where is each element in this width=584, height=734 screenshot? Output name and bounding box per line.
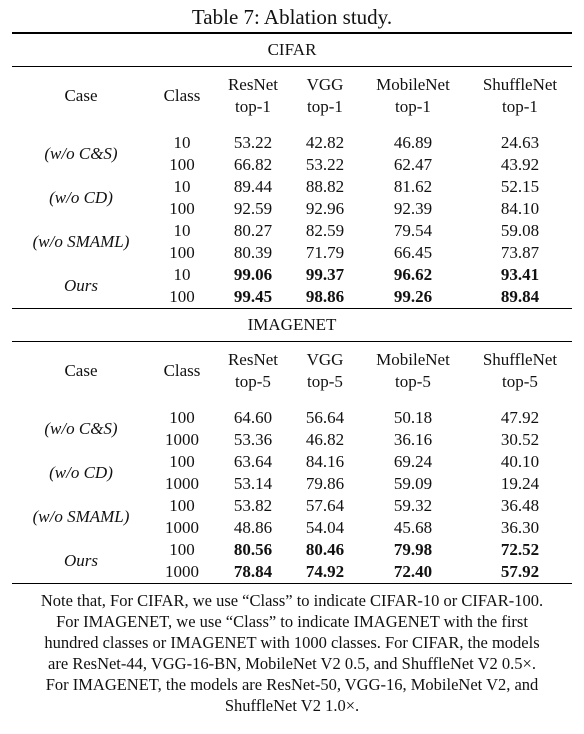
table-row [12, 220, 572, 242]
case-label: Ours [63, 275, 98, 295]
table-row [12, 495, 572, 517]
class-cell: 100 [169, 198, 195, 218]
case-label: (w/o C&S) [44, 418, 118, 438]
class-cell: 100 [169, 495, 195, 515]
mobilenet-cell: 45.68 [393, 517, 433, 537]
mobilenet-cell: 66.45 [393, 242, 433, 262]
resnet-cell: 99.06 [233, 264, 273, 284]
mobilenet-cell: 99.26 [393, 286, 433, 306]
case-label: (w/o C&S) [44, 143, 118, 163]
class-cell: 100 [169, 286, 195, 306]
table-row [12, 451, 572, 473]
case-label: (w/o CD) [49, 462, 113, 482]
resnet-cell: 53.14 [233, 473, 273, 493]
note-line: are ResNet-44, VGG-16-BN, MobileNet V2 0.5, and ShuffleNet V2 0.5×. [48, 654, 536, 674]
imagenet-table [12, 342, 572, 583]
mobilenet-cell: 36.16 [393, 429, 433, 449]
shufflenet-cell: 36.48 [500, 495, 540, 515]
note-line: For IMAGENET, we use “Class” to indicate IMAGENET with the first [56, 612, 528, 632]
mobilenet-cell: 79.54 [393, 220, 433, 240]
class-cell: 10 [173, 220, 191, 240]
mobilenet-cell: 96.62 [393, 264, 433, 284]
case-label: (w/o SMAML) [32, 506, 130, 526]
mobilenet-cell: 46.89 [393, 132, 433, 152]
vgg-cell: 54.04 [305, 517, 345, 537]
mobilenet-cell: 59.09 [393, 473, 433, 493]
shufflenet-cell: 84.10 [500, 198, 540, 218]
class-cell: 1000 [165, 429, 199, 449]
col-header-mobilenet: MobileNet top-1 [376, 74, 450, 116]
spacer-row [12, 399, 572, 407]
vgg-cell: 56.64 [305, 407, 345, 427]
resnet-cell: 53.82 [233, 495, 273, 515]
shufflenet-cell: 59.08 [500, 220, 540, 240]
resnet-cell: 89.44 [233, 176, 273, 196]
class-cell: 100 [169, 242, 195, 262]
cifar-header-row [12, 67, 572, 124]
table-caption: Table 7: Ablation study. [191, 5, 393, 29]
resnet-cell: 78.84 [233, 561, 273, 581]
note-line: ShuffleNet V2 1.0×. [224, 696, 360, 716]
table-row [12, 264, 572, 286]
col-header-shufflenet: ShuffleNet top-5 [482, 349, 558, 391]
vgg-cell: 79.86 [305, 473, 345, 493]
shufflenet-cell: 73.87 [500, 242, 540, 262]
shufflenet-cell: 57.92 [500, 561, 540, 581]
note-line: For IMAGENET, the models are ResNet-50, VGG-16, MobileNet V2, and [45, 675, 539, 695]
note-line: Note that, For CIFAR, we use “Class” to indicate CIFAR-10 or CIFAR-100. [40, 591, 544, 611]
case-label: (w/o SMAML) [32, 231, 130, 251]
mobilenet-cell: 62.47 [393, 154, 433, 174]
resnet-cell: 92.59 [233, 198, 273, 218]
vgg-cell: 82.59 [305, 220, 345, 240]
class-cell: 10 [173, 264, 191, 284]
class-cell: 100 [169, 154, 195, 174]
spacer-row [12, 124, 572, 132]
resnet-cell: 66.82 [233, 154, 273, 174]
col-header-resnet: ResNet top-1 [227, 74, 279, 116]
class-cell: 100 [169, 539, 195, 559]
class-cell: 100 [169, 451, 195, 471]
shufflenet-cell: 93.41 [500, 264, 540, 284]
mobilenet-cell: 79.98 [393, 539, 433, 559]
case-label: (w/o CD) [49, 187, 113, 207]
table-row [12, 407, 572, 429]
resnet-cell: 80.56 [233, 539, 273, 559]
col-header-class: Class [163, 360, 201, 380]
shufflenet-cell: 72.52 [500, 539, 540, 559]
class-cell: 1000 [165, 473, 199, 493]
shufflenet-cell: 40.10 [500, 451, 540, 471]
cifar-table [12, 67, 572, 308]
vgg-cell: 46.82 [305, 429, 345, 449]
vgg-cell: 71.79 [305, 242, 345, 262]
mobilenet-cell: 50.18 [393, 407, 433, 427]
case-label: Ours [63, 550, 98, 570]
shufflenet-cell: 89.84 [500, 286, 540, 306]
col-header-case: Case [64, 360, 98, 380]
vgg-cell: 74.92 [305, 561, 345, 581]
section-title-cifar: CIFAR [267, 39, 317, 59]
class-cell: 10 [173, 132, 191, 152]
imagenet-body [12, 399, 572, 583]
table-row [12, 176, 572, 198]
note-line: hundred classes or IMAGENET with 1000 classes. For CIFAR, the models [44, 633, 540, 653]
vgg-cell: 53.22 [305, 154, 345, 174]
resnet-cell: 63.64 [233, 451, 273, 471]
vgg-cell: 80.46 [305, 539, 345, 559]
class-cell: 100 [169, 407, 195, 427]
mobilenet-cell: 72.40 [393, 561, 433, 581]
resnet-cell: 99.45 [233, 286, 273, 306]
resnet-cell: 53.22 [233, 132, 273, 152]
vgg-cell: 88.82 [305, 176, 345, 196]
resnet-cell: 80.27 [233, 220, 273, 240]
class-cell: 1000 [165, 517, 199, 537]
shufflenet-cell: 30.52 [500, 429, 540, 449]
col-header-class: Class [163, 85, 201, 105]
vgg-cell: 57.64 [305, 495, 345, 515]
shufflenet-cell: 19.24 [500, 473, 540, 493]
mobilenet-cell: 69.24 [393, 451, 433, 471]
bottom-rule [12, 583, 572, 585]
resnet-cell: 64.60 [233, 407, 273, 427]
mobilenet-cell: 92.39 [393, 198, 433, 218]
class-cell: 10 [173, 176, 191, 196]
section-title-imagenet: IMAGENET [247, 314, 337, 334]
col-header-vgg: VGG top-5 [306, 349, 344, 391]
resnet-cell: 80.39 [233, 242, 273, 262]
shufflenet-cell: 52.15 [500, 176, 540, 196]
col-header-case: Case [64, 85, 98, 105]
col-header-vgg: VGG top-1 [306, 74, 344, 116]
mobilenet-cell: 59.32 [393, 495, 433, 515]
mobilenet-cell: 81.62 [393, 176, 433, 196]
class-cell: 1000 [165, 561, 199, 581]
vgg-cell: 98.86 [305, 286, 345, 306]
table-note [8, 590, 576, 716]
col-header-shufflenet: ShuffleNet top-1 [482, 74, 558, 116]
vgg-cell: 92.96 [305, 198, 345, 218]
table-row [12, 539, 572, 561]
table-row [12, 132, 572, 154]
shufflenet-cell: 43.92 [500, 154, 540, 174]
col-header-mobilenet: MobileNet top-5 [376, 349, 450, 391]
col-header-resnet: ResNet top-5 [227, 349, 279, 391]
shufflenet-cell: 24.63 [500, 132, 540, 152]
vgg-cell: 99.37 [305, 264, 345, 284]
vgg-cell: 42.82 [305, 132, 345, 152]
vgg-cell: 84.16 [305, 451, 345, 471]
cifar-body [12, 124, 572, 308]
resnet-cell: 53.36 [233, 429, 273, 449]
resnet-cell: 48.86 [233, 517, 273, 537]
imagenet-header-row [12, 342, 572, 399]
shufflenet-cell: 47.92 [500, 407, 540, 427]
shufflenet-cell: 36.30 [500, 517, 540, 537]
